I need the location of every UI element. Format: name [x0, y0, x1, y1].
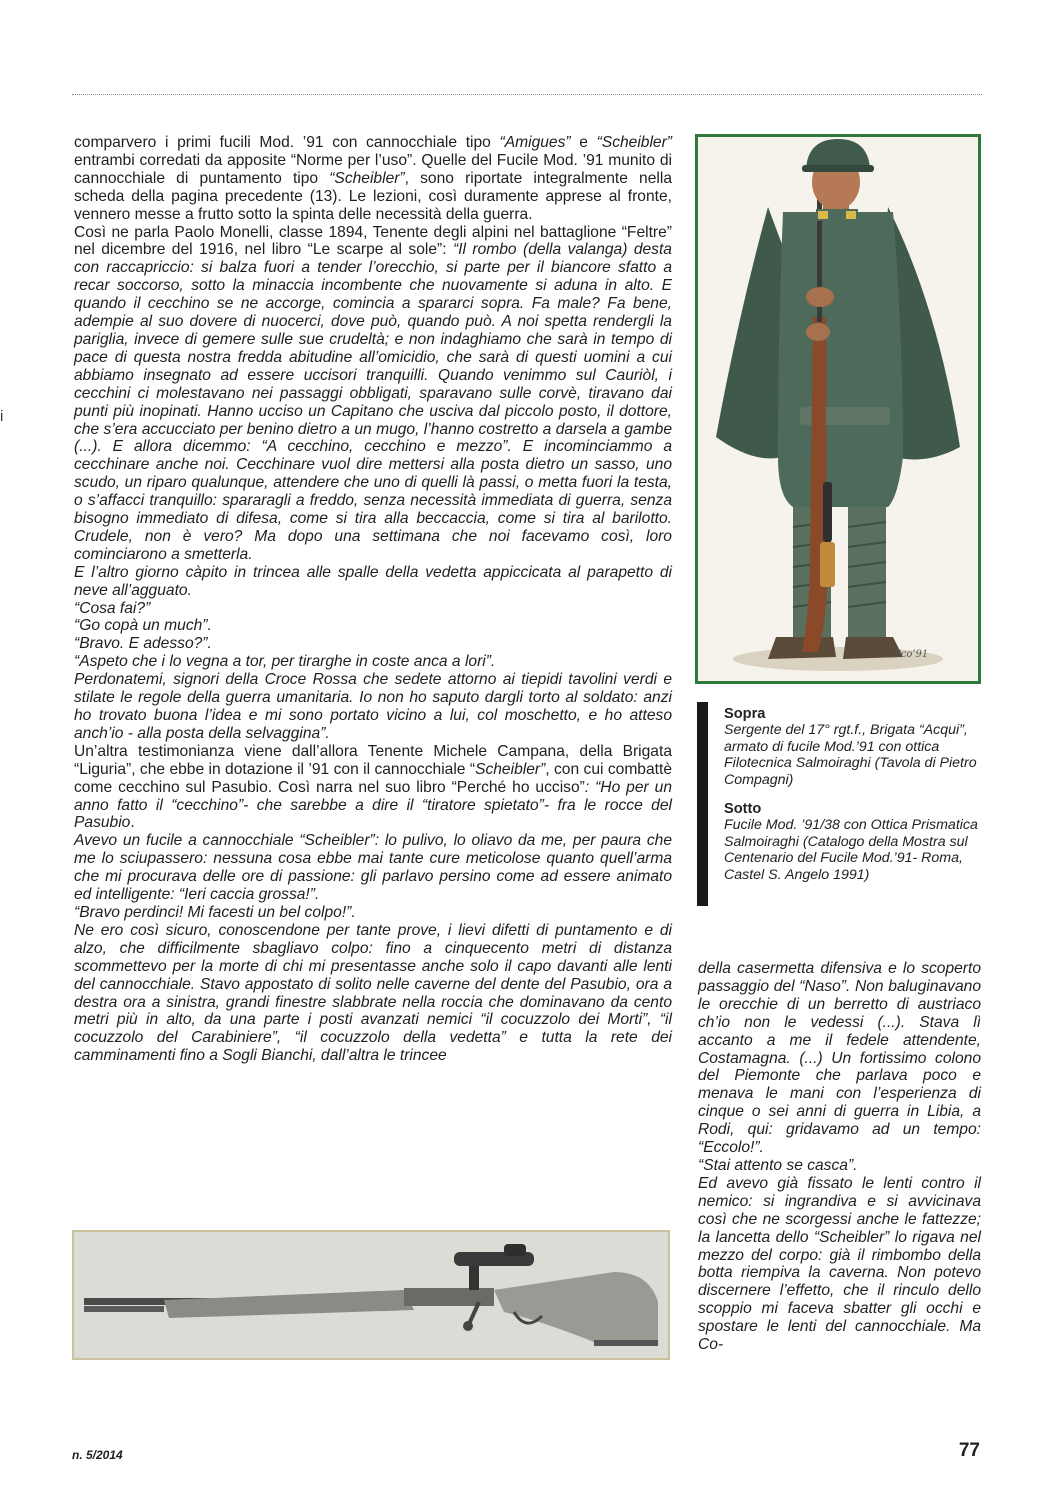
right-paragraph-1: della casermetta difensiva e lo scoperto passaggio del “Naso”. Non baluginavano le orecchie di un berretto di austriaco ch’io non le vedessi (...). Stava lì accanto a me il fedele attendente, Costamagna. (...) Un fortissimo colono del Piemonte che parlava poco e menava le mani con l’esperienza di cinque o sei anni di guerra in Libia, a Rodi, qui: gridavamo ad un tempo: “Eccolo!”.	[698, 960, 981, 1157]
right-text-column	[698, 960, 981, 1354]
main-paragraph-6: “Bravo. E adesso?”.	[74, 635, 212, 653]
caption-heading-bottom: Sotto	[724, 801, 762, 818]
main-text-column	[74, 134, 672, 1065]
main-paragraph-4: “Cosa fai?”	[74, 599, 151, 617]
main-paragraph-1: comparvero i primi fucili Mod. ’91 con cannocchiale tipo “Amigues” e “Scheibler” entrambi corredati da apposite “Norme per l’uso”. Quelle del Fucile Mod. ’91 munito di cannocchiale di puntamento tipo “Scheibler”, sono riportate integralmente nella scheda della pagina precedente (13). Le lezioni, così duramente apprese al fronte, vennero messe a frutto sotto la spinta delle necessità della guerra.	[74, 134, 672, 223]
main-paragraph-9: Un’altra testimonianza viene dall’allora Tenente Michele Campana, della Brigata “Liguria”, che ebbe in dotazione il ’91 con il cannocchiale “Scheibler”, con cui combattè come cecchino sul Pasubio. Così narra nel suo libro “Perché ho ucciso”: “Ho per un anno fatto il “cecchino”- che sarebbe a dire il “tiratore spietato”- fra le rocce del Pasubio.	[74, 742, 672, 832]
caption-heading-top: Sopra	[724, 706, 766, 722]
caption-bar	[697, 702, 708, 906]
soldier-illustration	[695, 134, 981, 684]
right-paragraph-2: “Stai attento se casca”.	[698, 1156, 858, 1174]
caption-text-bottom: Fucile Mod. ’91/38 con Ottica Prismatica Salmoiraghi (Catalogo della Mostra sul Centenario del Fucile Mod.’91- Roma, Castel S. Angelo 1991)	[724, 817, 978, 883]
main-paragraph-5: “Go copà un much”.	[74, 617, 212, 635]
rifle-photo	[72, 1230, 670, 1360]
issue-number: n. 5/2014	[72, 1448, 123, 1462]
main-paragraph-8: Perdonatemi, signori della Croce Rossa che sedete attorno ai tiepidi tavolini verdi e stilate le regole della guerra umanitaria. Io non ho saputo dargli torto al soldato: anzi ho trovato buona l’idea e mi sono portato vicino a lui, col moschetto, e ho atteso anch’io - alla posta della selvaggina”.	[74, 671, 672, 742]
main-paragraph-10: Avevo un fucile a cannocchiale “Scheibler”: lo pulivo, lo oliavo da me, per paura che me lo sciupassero: nessuna cosa ebbe mai tante cure meticolose quanto quell’arma che mi procurava delle ore di passione: gli parlavo persino come ad essere animato ed intelligente: “Ieri caccia grossa!”.	[74, 832, 672, 904]
main-paragraph-12: Ne ero così sicuro, conoscendone per tante prove, i lievi difetti di puntamento e di alzo, che difficilmente sbagliavo colpo: fino a cinquecento metri di distanza scommettevo per la morte di chi mi presentasse anche solo il capo davanti alle lenti del cannocchiale. Stavo appostato di solito nelle caverne del dente del Pasubio, ora a destra ora a sinistra, grandi finestre slabbrate nella roccia che dominavano da cento metri più in alto, da una parte i posti avanzati nemici “il cocuzzolo dei Morti”, “il cocuzzolo del Carabiniere”, “il cocuzzolo della vedetta” e tutta la rete dei camminamenti fino a Sogli Bianchi, dall’altra le trincee	[74, 921, 672, 1065]
main-paragraph-11: “Bravo perdinci! Mi facesti un bel colpo!”.	[74, 903, 356, 921]
main-paragraph-2: Così ne parla Paolo Monelli, classe 1894, Tenente degli alpini nel battaglione “Feltre” nel dicembre del 1916, nel libro “Le scarpe al sole”: “Il rombo (della valanga) desta con raccapriccio: si balza fuori a tender l’orecchio, si parte per il biancore sfatto a recar soccorso, sotto la minaccia incombente che nuovamente si aduna in alto. E quando il cecchino se ne accorge, comincia a spararci sopra. Fa male? Fa bene, adempie al suo dovere di nuocerci, dove può, quando può. A noi spetta rendergli la pariglia, invece di gemere sulle sue crudeltà; e non indaghiamo che sarà in tempo di pace di questa nostra fredda abitudine all’omicidio, che sarà di questi uomini a cui abbiamo insegnato ad essere uccisori tranquilli. Quando venimmo sul Cauriòl, i cecchini ci molestavano nei passaggi obbligati, sparavano sulle corvè, tiravano dai punti più inopinati. Hanno ucciso un Capitano che usciva dal piccolo posto, il dottore, che s’era accucciato per benino dietro a un mugo, l’hanno costretto a darsela a gambe (...). E allora dicemmo: “A cecchino, cecchino e mezzo”. E incominciammo a cecchinare anche noi. Cecchinare vuol dire mettersi alla posta dietro un sasso, uno scudo, un riparo qualunque, attendere che uno di quelli là passi, o metta fuori la testa, o s’affacci tranquillo: spararagli a freddo, senza necessità immediata di guerra, senza bisogno immediato di difesa, come si tira alla beccaccia, come si tira al barilotto. Crudele, non è vero? Ma dopo una settimana che noi facevamo così, loro cominciarono a smetterla.	[74, 223, 672, 563]
right-paragraph-3: Ed avevo già fissato le lenti contro il nemico: si ingrandiva e si avvicinava così che ne scorgessi anche le fattezze; la lancetta dello “Scheibler” lo rigava nel mezzo del corpo: già il rimbombo della botta riempiva la caverna. Non potevo discernere l’effetto, che il rinculo dello scoppio mi faceva sbatter gli occhi e spostare le lenti del cannocchiale. Ma Co-	[698, 1174, 981, 1354]
page-number: 77	[958, 1440, 980, 1461]
margin-mark: i	[0, 408, 4, 425]
top-dotted-rule	[72, 94, 982, 95]
figure-caption	[724, 706, 984, 883]
main-paragraph-7: “Aspeto che i lo vegna a tor, per tirarghe in coste anca a lori”.	[74, 653, 496, 671]
soldier-signature: Pco’91	[894, 649, 929, 660]
main-paragraph-3: E l’altro giorno càpito in trincea alle spalle della vedetta appiccicata al parapetto di neve all’agguato.	[74, 563, 672, 599]
caption-text-top: Sergente del 17° rgt.f., Brigata “Acqui”, armato di fucile Mod.’91 con ottica Filotecnica Salmoiraghi (Tavola di Pietro Compagni)	[724, 722, 977, 788]
